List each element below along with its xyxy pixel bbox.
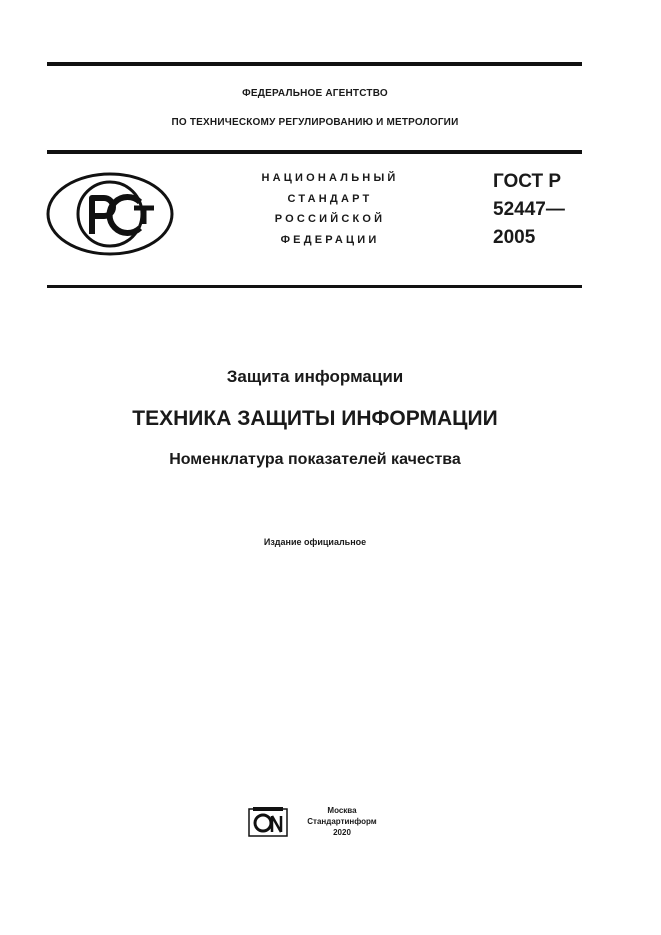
imprint-publisher: Стандартинформ: [307, 817, 377, 826]
bottom-rule: [47, 285, 582, 288]
agency-line-2: ПО ТЕХНИЧЕСКОМУ РЕГУЛИРОВАНИЮ И МЕТРОЛОГИИ: [171, 117, 459, 128]
main-title: ТЕХНИКА ЗАЩИТЫ ИНФОРМАЦИИ: [132, 407, 498, 430]
gost-label: ГОСТ Р: [493, 171, 562, 192]
gost-year: 2005: [493, 227, 536, 248]
middle-rule: [47, 150, 582, 154]
series-title: Защита информации: [226, 367, 404, 386]
edition-note: Издание официальное: [263, 537, 367, 547]
gost-number: 52447—: [493, 199, 565, 220]
top-rule: [47, 62, 582, 66]
gost-r-logo-icon: [46, 172, 174, 256]
standartinform-logo-icon: [248, 806, 288, 838]
subtitle: Номенклатура показателей качества: [169, 451, 461, 468]
national-line-1: НАЦИОНАЛЬНЫЙ: [261, 172, 399, 184]
imprint-city: Москва: [327, 806, 357, 815]
national-line-3: РОССИЙСКОЙ: [274, 213, 386, 225]
agency-line-1: ФЕДЕРАЛЬНОЕ АГЕНТСТВО: [242, 88, 388, 99]
national-line-4: ФЕДЕРАЦИИ: [280, 234, 380, 246]
national-line-2: СТАНДАРТ: [287, 193, 373, 205]
imprint-year: 2020: [333, 828, 351, 837]
